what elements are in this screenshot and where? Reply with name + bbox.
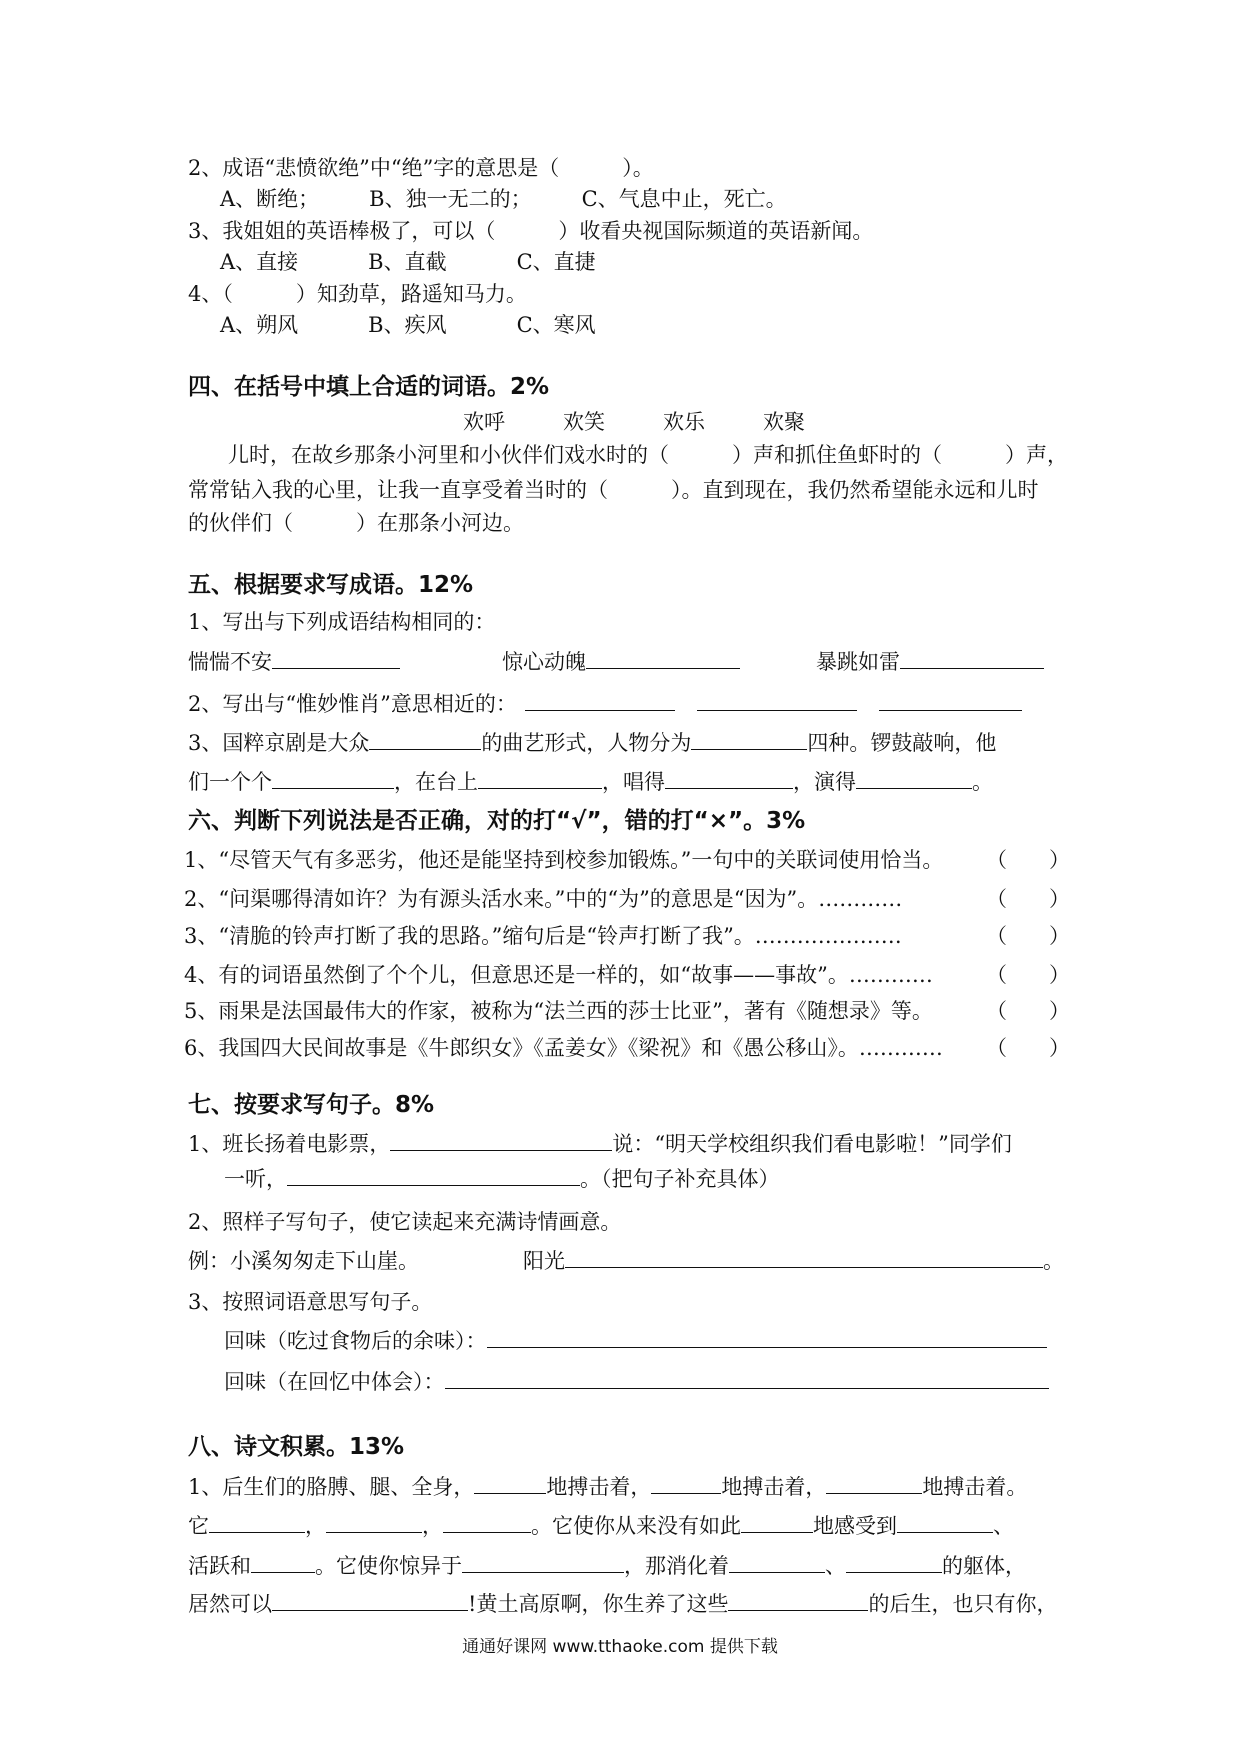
s7-q1-line-2: 一听， 。（把句子补充具体） [224, 1163, 780, 1194]
word-bank [463, 407, 863, 437]
idiom: 暴跳如雷 [816, 650, 900, 674]
answer-blank[interactable] [369, 727, 481, 750]
s8-line-4: 居然可以 !黄土高原啊，你生养了这些 的后生，也只有你， [188, 1588, 1057, 1619]
s3-q2: 2、成语“悲愤欲绝”中“绝”字的意思是（ ）。 [188, 156, 654, 180]
answer-blank[interactable] [474, 1471, 546, 1494]
s4-paragraph-line-1: 儿时，在故乡那条小河里和小伙伴们戏水时的（ ）声和抓住鱼虾时的（ ）声， [228, 443, 1068, 467]
option: A、朔风 [220, 313, 299, 337]
s8-line-2: 它 ， ， 。它使你从来没有如此 地感受到 、 [188, 1510, 1014, 1541]
s4-paragraph-line-2: 常常钻入我的心里，让我一直享受着当时的（ ）。直到现在，我仍然希望能永远和儿时 [188, 478, 1039, 502]
s7-q2-example: 例：小溪匆匆走下山崖。 阳光 。 [188, 1245, 1064, 1276]
word: 欢呼 [463, 410, 505, 434]
s8-line-1: 1、后生们的胳膊、腿、全身， 地搏击着， 地搏击着， 地搏击着。 [188, 1471, 1027, 1502]
answer-blank[interactable] [326, 1510, 422, 1533]
section-8-title: 八、诗文积累。13% [188, 1434, 405, 1460]
answer-blank[interactable] [879, 688, 1022, 711]
word: 欢聚 [763, 410, 805, 434]
option: B、直截 [368, 250, 447, 274]
answer-blank[interactable] [856, 766, 972, 789]
answer-blank[interactable] [272, 1588, 468, 1611]
judge-item-2: 2、“问渠哪得清如许？为有源头活水来。”中的“为”的意思是“因为”。………… [184, 887, 903, 911]
option: C、寒风 [516, 313, 596, 337]
answer-blank[interactable] [897, 1510, 993, 1533]
option: B、独一无二的； [369, 187, 532, 211]
answer-bracket[interactable]: （ ） [986, 924, 1070, 948]
footer-credit: 通通好课网 www.tthaoke.com 提供下载 [462, 1637, 778, 1657]
s7-q3: 3、按照词语意思写句子。 [188, 1290, 433, 1314]
s7-q2: 2、照样子写句子，使它读起来充满诗情画意。 [188, 1210, 622, 1234]
answer-blank[interactable] [287, 1163, 580, 1186]
answer-blank[interactable] [390, 1128, 612, 1151]
s7-q1-line-1: 1、班长扬着电影票， 说：“明天学校组织我们看电影啦！”同学们 [188, 1128, 1012, 1159]
answer-blank[interactable] [728, 1588, 868, 1611]
s5-q2: 2、写出与“惟妙惟肖”意思相近的： [188, 688, 1022, 719]
word: 欢笑 [563, 410, 605, 434]
answer-blank[interactable] [487, 1325, 1047, 1348]
s8-line-3: 活跃和 。它使你惊异于 ，那消化着 、 的躯体， [188, 1550, 1026, 1581]
answer-blank[interactable] [462, 1550, 624, 1573]
answer-bracket[interactable]: （ ） [986, 963, 1070, 987]
judge-item-6: 6、我国四大民间故事是《牛郎织女》《孟姜女》《梁祝》和《愚公移山》。………… [184, 1036, 943, 1060]
judge-item-3: 3、“清脆的铃声打断了我的思路。”缩句后是“铃声打断了我”。………………… [184, 924, 902, 948]
idiom: 惊心动魄 [502, 650, 586, 674]
answer-blank[interactable] [272, 766, 394, 789]
answer-blank[interactable] [729, 1550, 825, 1573]
answer-blank[interactable] [586, 646, 740, 669]
s3-q2-options [220, 184, 787, 214]
answer-blank[interactable] [741, 1510, 813, 1533]
judge-item-5: 5、雨果是法国最伟大的作家，被称为“法兰西的莎士比亚”，著有《随想录》等。 [184, 999, 933, 1023]
s7-q3-line-2: 回味（在回忆中体会）： [224, 1366, 1049, 1397]
answer-blank[interactable] [478, 766, 602, 789]
s3-q4-options [220, 310, 596, 340]
word: 欢乐 [663, 410, 705, 434]
answer-blank[interactable] [846, 1550, 942, 1573]
section-6-title: 六、判断下列说法是否正确，对的打“√”，错的打“×”。3% [188, 808, 806, 834]
s3-q3: 3、我姐姐的英语棒极了，可以（ ）收看央视国际频道的英语新闻。 [188, 219, 874, 243]
answer-blank[interactable] [665, 766, 793, 789]
answer-blank[interactable] [900, 646, 1044, 669]
option: C、直捷 [516, 250, 596, 274]
answer-blank[interactable] [525, 688, 675, 711]
answer-blank[interactable] [443, 1510, 531, 1533]
answer-blank[interactable] [691, 727, 807, 750]
section-4-title: 四、在括号中填上合适的词语。2% [188, 374, 550, 400]
judge-item-4: 4、有的词语虽然倒了个个儿，但意思还是一样的，如“故事——事故”。………… [184, 963, 933, 987]
s3-q4: 4、（ ）知劲草，路遥知马力。 [188, 282, 527, 306]
s4-paragraph-line-3: 的伙伴们（ ）在那条小河边。 [188, 511, 524, 535]
idiom: 惴惴不安 [188, 650, 272, 674]
answer-blank[interactable] [651, 1471, 721, 1494]
option: B、疾风 [368, 313, 447, 337]
option: C、气息中止，死亡。 [581, 187, 787, 211]
answer-blank[interactable] [251, 1550, 315, 1573]
answer-bracket[interactable]: （ ） [986, 848, 1070, 872]
s3-q3-options [220, 247, 596, 277]
answer-bracket[interactable]: （ ） [986, 1036, 1070, 1060]
answer-blank[interactable] [209, 1510, 305, 1533]
answer-bracket[interactable]: （ ） [986, 887, 1070, 911]
judge-item-1: 1、“尽管天气有多恶劣，他还是能坚持到校参加锻炼。”一句中的关联词使用恰当。 [184, 848, 944, 872]
answer-blank[interactable] [445, 1366, 1049, 1389]
option: A、直接 [220, 250, 299, 274]
option: A、断绝； [220, 187, 320, 211]
answer-blank[interactable] [565, 1245, 1043, 1268]
answer-blank[interactable] [826, 1471, 922, 1494]
s5-q3-line-2: 们一个个 ，在台上 ，唱得 ，演得 。 [188, 766, 993, 797]
s5-q1: 1、写出与下列成语结构相同的： [188, 610, 496, 634]
section-7-title: 七、按要求写句子。8% [188, 1092, 435, 1118]
answer-blank[interactable] [697, 688, 857, 711]
s5-q3-line-1: 3、国粹京剧是大众 的曲艺形式，人物分为 四种。锣鼓敲响，他 [188, 727, 996, 758]
answer-blank[interactable] [272, 646, 400, 669]
s5-idiom-row [188, 646, 1044, 677]
answer-bracket[interactable]: （ ） [986, 999, 1070, 1023]
section-5-title: 五、根据要求写成语。12% [188, 572, 474, 598]
s7-q3-line-1: 回味（吃过食物后的余味）： [224, 1325, 1047, 1356]
